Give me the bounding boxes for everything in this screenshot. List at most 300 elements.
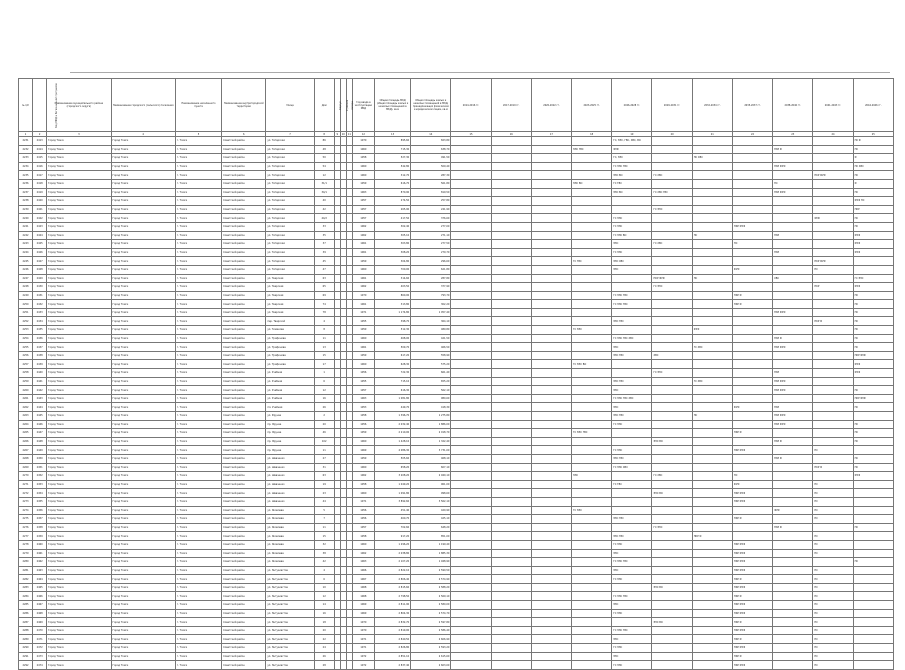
row-period-work xyxy=(572,154,612,163)
row-period-work: ПКР Ф xyxy=(773,454,813,463)
row-number: 2239 xyxy=(19,205,33,214)
row-year: 1960 xyxy=(352,162,374,171)
row-year: 1970 xyxy=(352,618,374,627)
row-code: 2462 xyxy=(33,558,47,567)
row-period-work xyxy=(652,197,692,206)
row-settlement: Город Томск xyxy=(111,644,175,653)
row-period-work xyxy=(652,248,692,257)
row-period-work: ГС ЭЭС ГВС xyxy=(612,592,652,601)
row-district: Советский район xyxy=(222,154,266,163)
row-period-work xyxy=(531,248,571,257)
row-house: 16 xyxy=(314,609,334,618)
row-period-work: ПС xyxy=(813,609,853,618)
row-settlement: Город Томск xyxy=(111,248,175,257)
row-area-total: 3 892,60 xyxy=(374,497,410,506)
row-municipality: Город Томск xyxy=(47,446,111,455)
row-period-work xyxy=(572,420,612,429)
table-row xyxy=(19,188,894,197)
row-area-living: 1 322,40 xyxy=(411,437,451,446)
row-period-work xyxy=(853,626,893,635)
row-period-work xyxy=(773,549,813,558)
row-period-work: ПС xyxy=(853,429,893,438)
row-settlement: Город Томск xyxy=(111,480,175,489)
row-code: 2426 xyxy=(33,248,47,257)
table-row xyxy=(19,308,894,317)
col-code: Код МКД в Региональной программе xyxy=(33,79,47,132)
row-code: 2420 xyxy=(33,197,47,206)
row-settlement: Город Томск xyxy=(111,188,175,197)
row-house: 19 xyxy=(314,480,334,489)
row-settlement: Город Томск xyxy=(111,454,175,463)
col-municipality: Наименование муниципального района (городского округа) xyxy=(47,79,111,132)
row-house: 69 xyxy=(314,291,334,300)
row-number: 2254 xyxy=(19,334,33,343)
row-period-work xyxy=(531,343,571,352)
table-row xyxy=(19,317,894,326)
row-period-work: ГС ЭЭС xyxy=(612,446,652,455)
row-period-work xyxy=(572,549,612,558)
row-period-work xyxy=(572,592,612,601)
row-locality: г. Томск xyxy=(175,326,221,335)
row-period-work xyxy=(773,171,813,180)
row-locality: г. Томск xyxy=(175,222,221,231)
row-locality: г. Томск xyxy=(175,601,221,610)
row-area-total: 2 819,00 xyxy=(374,626,410,635)
row-period-work xyxy=(652,154,692,163)
row-period-work xyxy=(451,137,491,146)
row-period-work xyxy=(732,369,772,378)
row-period-work: ПКР Ф xyxy=(773,334,813,343)
row-street: ул. Трифонова xyxy=(266,334,314,343)
table-row xyxy=(19,566,894,575)
row-period-work xyxy=(572,480,612,489)
row-house: 5 xyxy=(314,506,334,515)
row-period-work xyxy=(692,661,732,670)
row-period-work xyxy=(652,652,692,661)
row-period-work xyxy=(451,265,491,274)
row-period-work xyxy=(451,369,491,378)
row-year: 1970 xyxy=(352,137,374,146)
row-period-work: ГС ХВС xyxy=(652,240,692,249)
row-period-work xyxy=(813,437,853,446)
row-area-total: 2 107,20 xyxy=(374,558,410,567)
row-area-living: 2 580,00 xyxy=(411,601,451,610)
row-year: 1953 xyxy=(352,403,374,412)
row-period-work xyxy=(813,412,853,421)
row-period-work: ПС Ф xyxy=(853,137,893,146)
row-period-work: ПКР ФУФ xyxy=(773,412,813,421)
row-street: ул. Яковлева xyxy=(266,523,314,532)
row-period-work: ГС ЭЭС xyxy=(652,283,692,292)
row-period-work xyxy=(491,489,531,498)
row-period-work xyxy=(451,532,491,541)
row-period-work xyxy=(491,197,531,206)
row-code: 2421 xyxy=(33,205,47,214)
row-period-work xyxy=(451,480,491,489)
row-period-work xyxy=(652,360,692,369)
row-year: 1958 xyxy=(352,154,374,163)
row-house: 10 xyxy=(314,583,334,592)
row-area-living: 980,60 xyxy=(411,394,451,403)
row-period-work xyxy=(451,583,491,592)
row-code: 2431 xyxy=(33,291,47,300)
row-period-work xyxy=(732,162,772,171)
row-period-work: ПКР ФУФ xyxy=(732,583,772,592)
row-house: 46 xyxy=(314,429,334,438)
row-period-work xyxy=(451,308,491,317)
row-period-work xyxy=(773,575,813,584)
row-period-work xyxy=(531,162,571,171)
row-street: ул. Тверская xyxy=(266,283,314,292)
row-period-work: ПКР Ф xyxy=(732,592,772,601)
row-locality: г. Томск xyxy=(175,454,221,463)
row-period-work xyxy=(491,437,531,446)
table-row xyxy=(19,205,894,214)
row-municipality: Город Томск xyxy=(47,489,111,498)
column-index: 19 xyxy=(612,132,652,137)
row-settlement: Город Томск xyxy=(111,283,175,292)
row-area-total: 313,80 xyxy=(374,300,410,309)
row-period-work xyxy=(451,420,491,429)
row-period-work xyxy=(773,592,813,601)
row-area-total: 308,20 xyxy=(374,248,410,257)
row-period-work xyxy=(692,283,732,292)
row-period-work: ПКР ФУФ xyxy=(732,222,772,231)
row-period-work: ЭЭС ГВС xyxy=(612,412,652,421)
row-house: 45 xyxy=(314,257,334,266)
row-period-work xyxy=(451,351,491,360)
row-locality: г. Томск xyxy=(175,394,221,403)
table-row xyxy=(19,394,894,403)
row-year: 1972 xyxy=(352,652,374,661)
row-code: 2433 xyxy=(33,308,47,317)
row-period-work xyxy=(732,145,772,154)
row-locality: г. Томск xyxy=(175,661,221,670)
row-period-work: ФУФ xyxy=(773,506,813,515)
row-period-work: ПС xyxy=(813,626,853,635)
row-district: Советский район xyxy=(222,618,266,627)
row-period-work xyxy=(572,188,612,197)
row-area-living: 279,70 xyxy=(411,248,451,257)
row-area-living: 377,90 xyxy=(411,283,451,292)
row-period-work xyxy=(491,326,531,335)
row-period-work xyxy=(531,652,571,661)
row-municipality: Город Томск xyxy=(47,652,111,661)
row-period-work: ГС ЭЭС ГВС ХВС xyxy=(612,334,652,343)
row-period-work: ПС xyxy=(813,592,853,601)
row-period-work xyxy=(813,137,853,146)
row-period-work: ПКР ФУФ xyxy=(732,661,772,670)
row-period-work xyxy=(732,386,772,395)
row-period-work xyxy=(612,497,652,506)
row-period-work xyxy=(692,454,732,463)
row-locality: г. Томск xyxy=(175,188,221,197)
row-period-work xyxy=(531,137,571,146)
row-street: ул. Яковлева xyxy=(266,532,314,541)
row-period-work: ЭЭС xyxy=(572,472,612,481)
row-period-work xyxy=(531,334,571,343)
row-municipality: Город Томск xyxy=(47,412,111,421)
row-period-work xyxy=(612,429,652,438)
row-period-work xyxy=(451,257,491,266)
row-period-work xyxy=(612,506,652,515)
row-period-work: ЭЭС ВО xyxy=(652,437,692,446)
row-street: пр. Фрунзе xyxy=(266,446,314,455)
row-house: 42 xyxy=(314,205,334,214)
row-area-living: 2 593,20 xyxy=(411,644,451,653)
row-year: 1967 xyxy=(352,575,374,584)
row-period-work xyxy=(491,626,531,635)
row-area-living: 420,90 xyxy=(411,506,451,515)
row-area-living: 418,30 xyxy=(411,403,451,412)
row-period-work xyxy=(572,248,612,257)
row-area-living: 638,70 xyxy=(411,145,451,154)
row-area-total: 527,30 xyxy=(374,154,410,163)
row-settlement: Город Томск xyxy=(111,626,175,635)
row-district: Советский район xyxy=(222,222,266,231)
row-year: 1958 xyxy=(352,532,374,541)
row-period-work xyxy=(491,351,531,360)
row-number: 2285 xyxy=(19,601,33,610)
row-code: 2456 xyxy=(33,506,47,515)
row-period-work xyxy=(853,540,893,549)
row-street: ул. Яковлева xyxy=(266,540,314,549)
row-code: 2444 xyxy=(33,403,47,412)
row-street: ул. Энтузиастов xyxy=(266,609,314,618)
row-settlement: Город Томск xyxy=(111,558,175,567)
row-period-work: ПС xyxy=(853,523,893,532)
row-area-total: 265,90 xyxy=(374,205,410,214)
row-area-living: 575,20 xyxy=(411,360,451,369)
row-period-work xyxy=(773,265,813,274)
row-area-living: 998,60 xyxy=(411,489,451,498)
row-settlement: Город Томск xyxy=(111,343,175,352)
row-year: 1972 xyxy=(352,661,374,670)
row-period-work: ЭЭС ВО xyxy=(612,171,652,180)
row-municipality: Город Томск xyxy=(47,394,111,403)
row-area-living: 2 574,70 xyxy=(411,609,451,618)
row-year: 1960 xyxy=(352,265,374,274)
row-locality: г. Томск xyxy=(175,480,221,489)
row-area-living: 1 057,40 xyxy=(411,308,451,317)
row-period-work xyxy=(531,429,571,438)
row-code: 2453 xyxy=(33,480,47,489)
row-period-work: ПКР ФУФ xyxy=(773,386,813,395)
row-municipality: Город Томск xyxy=(47,626,111,635)
row-period-work: ПКР ФУФ xyxy=(732,497,772,506)
row-area-living: 287,80 xyxy=(411,274,451,283)
row-number: 2269 xyxy=(19,463,33,472)
row-period-work xyxy=(491,420,531,429)
row-period-work xyxy=(813,558,853,567)
row-code: 2466 xyxy=(33,592,47,601)
row-period-work xyxy=(773,394,813,403)
row-area-living: 241,90 xyxy=(411,205,451,214)
row-period-work xyxy=(813,326,853,335)
row-period-work: ФУФ xyxy=(853,248,893,257)
row-period-work xyxy=(572,618,612,627)
row-period-work xyxy=(853,566,893,575)
row-locality: г. Томск xyxy=(175,575,221,584)
row-period-work: ПКР xyxy=(773,369,813,378)
row-settlement: Город Томск xyxy=(111,472,175,481)
col-area-total: Общая площадь МКД (общая площадь жилых и нежилых помещений в МКД), кв.м xyxy=(374,79,410,132)
row-period-work xyxy=(773,583,813,592)
row-period-work: ПС xyxy=(813,575,853,584)
row-settlement: Город Томск xyxy=(111,540,175,549)
row-period-work xyxy=(612,205,652,214)
row-period-work xyxy=(612,274,652,283)
row-period-work: ПКР Ф xyxy=(692,532,732,541)
table-row xyxy=(19,334,894,343)
row-period-work xyxy=(572,162,612,171)
row-area-total: 2 826,80 xyxy=(374,644,410,653)
row-code: 2442 xyxy=(33,386,47,395)
row-house: 39 xyxy=(314,248,334,257)
row-period-work xyxy=(451,446,491,455)
row-period-work xyxy=(692,480,732,489)
row-area-total: 1 049,20 xyxy=(374,480,410,489)
row-period-work xyxy=(572,308,612,317)
row-period-work: ПКР ФУФ xyxy=(732,601,772,610)
row-period-work xyxy=(531,369,571,378)
row-house: 54 xyxy=(314,162,334,171)
row-period-work xyxy=(773,618,813,627)
row-municipality: Город Томск xyxy=(47,231,111,240)
row-year: 1963 xyxy=(352,558,374,567)
row-district: Советский район xyxy=(222,308,266,317)
table-row xyxy=(19,540,894,549)
row-area-living: 2 574,90 xyxy=(411,575,451,584)
row-period-work xyxy=(531,454,571,463)
row-house: 11 xyxy=(314,523,334,532)
row-period-work: ПС xyxy=(853,463,893,472)
row-period-work xyxy=(853,661,893,670)
row-locality: г. Томск xyxy=(175,446,221,455)
row-period-work xyxy=(773,515,813,524)
row-period-work xyxy=(652,601,692,610)
row-settlement: Город Томск xyxy=(111,369,175,378)
row-settlement: Город Томск xyxy=(111,652,175,661)
row-settlement: Город Томск xyxy=(111,240,175,249)
row-period-work xyxy=(491,454,531,463)
row-settlement: Город Томск xyxy=(111,326,175,335)
row-period-work: ПКР Ф xyxy=(732,635,772,644)
row-period-work xyxy=(692,222,732,231)
row-street: ул. Татарская xyxy=(266,197,314,206)
row-street: ул. Тимакова xyxy=(266,326,314,335)
row-period-work xyxy=(572,412,612,421)
row-period-work: ПС xyxy=(853,558,893,567)
row-district: Советский район xyxy=(222,274,266,283)
row-period-work xyxy=(813,274,853,283)
row-number: 2256 xyxy=(19,351,33,360)
row-period-work xyxy=(853,549,893,558)
row-period-work xyxy=(572,515,612,524)
row-area-total: 542,80 xyxy=(374,162,410,171)
row-year: 1970 xyxy=(352,626,374,635)
row-period-work xyxy=(572,558,612,567)
row-period-work: ПС xyxy=(692,412,732,421)
row-number: 2253 xyxy=(19,326,33,335)
row-period-work xyxy=(773,214,813,223)
row-year: 1955 xyxy=(352,317,374,326)
row-period-work xyxy=(572,171,612,180)
row-municipality: Город Томск xyxy=(47,558,111,567)
row-street: ул. Энтузиастов xyxy=(266,601,314,610)
row-street: ул. Тверская xyxy=(266,308,314,317)
row-locality: г. Томск xyxy=(175,532,221,541)
row-code: 2441 xyxy=(33,377,47,386)
row-period-work xyxy=(773,472,813,481)
row-municipality: Город Томск xyxy=(47,377,111,386)
row-year: 1968 xyxy=(352,592,374,601)
row-municipality: Город Томск xyxy=(47,566,111,575)
row-year: 1961 xyxy=(352,274,374,283)
row-municipality: Город Томск xyxy=(47,317,111,326)
row-code: 2446 xyxy=(33,420,47,429)
row-district: Советский район xyxy=(222,197,266,206)
row-period-work xyxy=(491,661,531,670)
row-settlement: Город Томск xyxy=(111,274,175,283)
row-locality: г. Томск xyxy=(175,300,221,309)
row-period-work: ХВС xyxy=(652,351,692,360)
row-settlement: Город Томск xyxy=(111,257,175,266)
row-area-living: 2 588,20 xyxy=(411,583,451,592)
row-period-work xyxy=(692,626,732,635)
row-year: 1961 xyxy=(352,343,374,352)
row-period-work: ГС ГВС xyxy=(612,179,652,188)
row-period-work xyxy=(853,497,893,506)
row-house: 20 xyxy=(314,420,334,429)
row-period-work xyxy=(652,446,692,455)
row-code: 2469 xyxy=(33,618,47,627)
row-municipality: Город Томск xyxy=(47,601,111,610)
row-municipality: Город Томск xyxy=(47,386,111,395)
row-period-work xyxy=(572,626,612,635)
row-period-work: ПКР Ф xyxy=(813,463,853,472)
row-period-work xyxy=(612,197,652,206)
col-period-7: 2035-2037 гг. xyxy=(732,79,772,132)
row-area-total: 2 837,40 xyxy=(374,661,410,670)
row-area-total: 2 032,40 xyxy=(374,420,410,429)
column-index: 5 xyxy=(175,132,221,137)
row-period-work: ПС xyxy=(813,601,853,610)
row-period-work: ЭЭС xyxy=(612,549,652,558)
row-period-work xyxy=(692,403,732,412)
row-period-work xyxy=(813,386,853,395)
row-locality: г. Томск xyxy=(175,489,221,498)
row-district: Советский район xyxy=(222,515,266,524)
row-period-work xyxy=(451,188,491,197)
row-house: 14 xyxy=(314,601,334,610)
row-year: 1957 xyxy=(352,197,374,206)
row-period-work xyxy=(652,334,692,343)
row-period-work xyxy=(692,265,732,274)
row-number: 2276 xyxy=(19,523,33,532)
row-street: ул. Энтузиастов xyxy=(266,583,314,592)
row-period-work: ГС ЭЭС xyxy=(612,214,652,223)
row-period-work xyxy=(451,412,491,421)
row-house: 12 xyxy=(314,386,334,395)
row-period-work xyxy=(652,429,692,438)
row-period-work xyxy=(572,265,612,274)
row-house: 12 xyxy=(314,592,334,601)
row-period-work xyxy=(531,403,571,412)
row-municipality: Город Томск xyxy=(47,334,111,343)
table-row xyxy=(19,343,894,352)
row-district: Советский район xyxy=(222,429,266,438)
